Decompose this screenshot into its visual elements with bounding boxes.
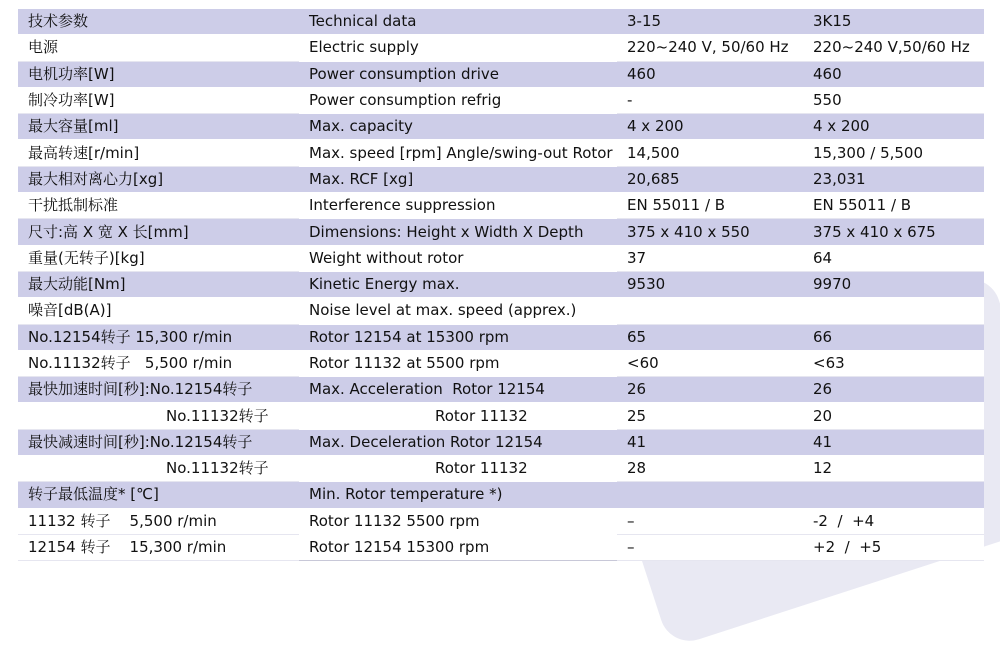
cell-cn: No.11132转子 (18, 403, 299, 429)
cell-b (803, 298, 984, 324)
cell-a: EN 55011 / B (617, 193, 803, 219)
cell-en: Max. RCF [xg] (299, 166, 617, 192)
cell-en: Electric supply (299, 35, 617, 61)
technical-data-table (18, 9, 984, 561)
table-header-row (18, 9, 984, 35)
cell-cn: 12154 转子 15,300 r/min (18, 534, 299, 560)
cell-b: 66 (803, 324, 984, 350)
cell-en: Rotor 11132 (299, 403, 617, 429)
cell-cn: No.11132转子 5,500 r/min (18, 350, 299, 376)
cell-en: Power consumption drive (299, 61, 617, 87)
cell-b: 15,300 / 5,500 (803, 140, 984, 166)
cell-cn: 最大相对离心力[xg] (18, 166, 299, 192)
cell-en: Rotor 12154 15300 rpm (299, 534, 617, 560)
cell-en: Min. Rotor temperature *) (299, 482, 617, 508)
cell-en: Max. capacity (299, 114, 617, 140)
cell-b: <63 (803, 350, 984, 376)
cell-b: 220~240 V,50/60 Hz (803, 35, 984, 61)
table-row (18, 61, 984, 87)
cell-cn: 噪音[dB(A)] (18, 298, 299, 324)
cell-a: 41 (617, 429, 803, 455)
cell-a: – (617, 534, 803, 560)
cell-b: 64 (803, 245, 984, 271)
cell-b: 23,031 (803, 166, 984, 192)
cell-a: 14,500 (617, 140, 803, 166)
cell-cn: 11132 转子 5,500 r/min (18, 508, 299, 534)
cell-a: 4 x 200 (617, 114, 803, 140)
cell-en: Noise level at max. speed (apprex.) (299, 298, 617, 324)
cell-cn: 最高转速[r/min] (18, 140, 299, 166)
cell-b: 460 (803, 61, 984, 87)
table-row (18, 377, 984, 403)
cell-b: 12 (803, 456, 984, 482)
cell-en: Dimensions: Height x Width X Depth (299, 219, 617, 245)
cell-a: – (617, 508, 803, 534)
table-row (18, 508, 984, 534)
header-cn: 技术参数 (18, 9, 299, 35)
cell-b: 375 x 410 x 675 (803, 219, 984, 245)
cell-a: 26 (617, 377, 803, 403)
table-row (18, 429, 984, 455)
cell-cn: 制冷功率[W] (18, 87, 299, 113)
cell-b (803, 482, 984, 508)
cell-a: - (617, 87, 803, 113)
table-row (18, 140, 984, 166)
cell-b: +2 / +5 (803, 534, 984, 560)
table-row (18, 403, 984, 429)
cell-a: 9530 (617, 271, 803, 297)
cell-cn: 干扰抵制标准 (18, 193, 299, 219)
table-row (18, 298, 984, 324)
cell-en: Rotor 11132 (299, 456, 617, 482)
table-row (18, 35, 984, 61)
table-row (18, 271, 984, 297)
cell-en: Kinetic Energy max. (299, 271, 617, 297)
cell-a: 375 x 410 x 550 (617, 219, 803, 245)
cell-en: Rotor 11132 at 5500 rpm (299, 350, 617, 376)
header-en: Technical data (299, 9, 617, 35)
cell-cn: 转子最低温度* [℃] (18, 482, 299, 508)
cell-en: Rotor 12154 at 15300 rpm (299, 324, 617, 350)
table-row (18, 193, 984, 219)
cell-a: 220~240 V, 50/60 Hz (617, 35, 803, 61)
cell-en: Rotor 11132 5500 rpm (299, 508, 617, 534)
cell-a: 37 (617, 245, 803, 271)
table-row (18, 87, 984, 113)
table-row (18, 245, 984, 271)
cell-cn: 电源 (18, 35, 299, 61)
table-row (18, 219, 984, 245)
cell-a (617, 298, 803, 324)
cell-b: 26 (803, 377, 984, 403)
cell-a: 20,685 (617, 166, 803, 192)
table-row (18, 350, 984, 376)
cell-a: 28 (617, 456, 803, 482)
cell-b: 41 (803, 429, 984, 455)
cell-b: 9970 (803, 271, 984, 297)
cell-cn: 最快加速时间[秒]:No.12154转子 (18, 377, 299, 403)
table-row (18, 534, 984, 560)
cell-en: Power consumption refrig (299, 87, 617, 113)
cell-cn: 重量(无转子)[kg] (18, 245, 299, 271)
cell-en: Max. speed [rpm] Angle/swing-out Rotor (299, 140, 617, 166)
cell-cn: No.12154转子 15,300 r/min (18, 324, 299, 350)
cell-a (617, 482, 803, 508)
cell-en: Max. Deceleration Rotor 12154 (299, 429, 617, 455)
cell-b: 20 (803, 403, 984, 429)
cell-cn: 电机功率[W] (18, 61, 299, 87)
table-row (18, 166, 984, 192)
cell-cn: 最快减速时间[秒]:No.12154转子 (18, 429, 299, 455)
cell-b: 550 (803, 87, 984, 113)
cell-en: Max. Acceleration Rotor 12154 (299, 377, 617, 403)
cell-b: -2 / +4 (803, 508, 984, 534)
table-row (18, 324, 984, 350)
cell-en: Interference suppression (299, 193, 617, 219)
cell-cn: 最大动能[Nm] (18, 271, 299, 297)
cell-en: Weight without rotor (299, 245, 617, 271)
table-row (18, 456, 984, 482)
cell-cn: 尺寸:高 X 宽 X 长[mm] (18, 219, 299, 245)
cell-a: <60 (617, 350, 803, 376)
cell-b: 4 x 200 (803, 114, 984, 140)
cell-b: EN 55011 / B (803, 193, 984, 219)
cell-cn: 最大容量[ml] (18, 114, 299, 140)
cell-a: 25 (617, 403, 803, 429)
header-model-a: 3-15 (617, 9, 803, 35)
header-model-b: 3K15 (803, 9, 984, 35)
table-row (18, 482, 984, 508)
cell-a: 65 (617, 324, 803, 350)
cell-a: 460 (617, 61, 803, 87)
table-row (18, 114, 984, 140)
cell-cn: No.11132转子 (18, 456, 299, 482)
